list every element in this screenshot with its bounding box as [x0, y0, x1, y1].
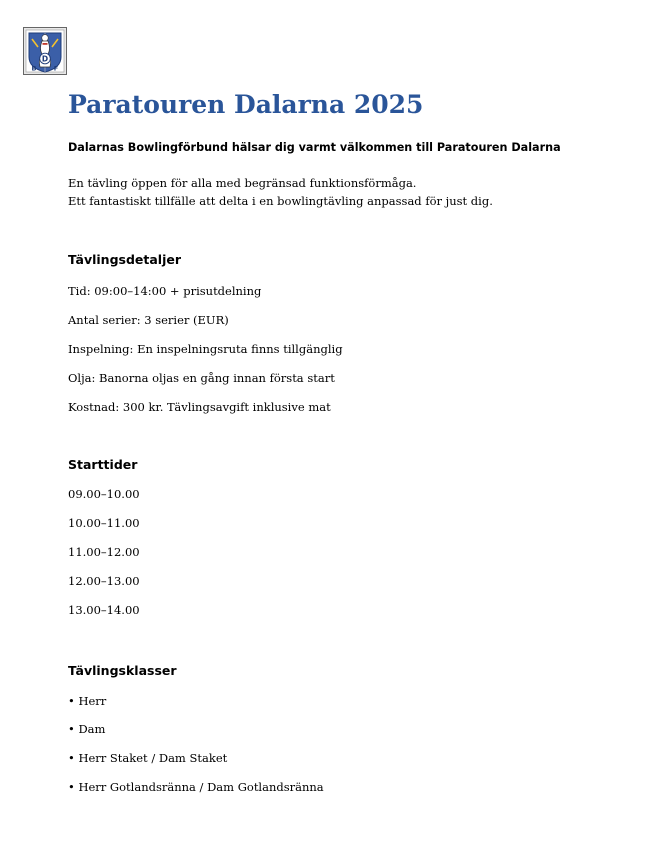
detail-warmup: Inspelning: En inspelningsruta finns tillgänglig [68, 342, 343, 356]
start-slot: 10.00–11.00 [68, 516, 140, 530]
class-item: • Herr Staket / Dam Staket [68, 751, 228, 765]
welcome-lead: Dalarnas Bowlingförbund hälsar dig varmt välkommen till Paratouren Dalarna [68, 141, 561, 154]
logo-letter-b: B [31, 64, 37, 73]
detail-cost: Kostnad: 300 kr. Tävlingsavgift inklusive mat [68, 400, 331, 414]
logo-letter-f: F [53, 64, 59, 73]
detail-series: Antal serier: 3 serier (EUR) [68, 313, 229, 327]
class-item: • Herr [68, 694, 107, 708]
details-heading: Tävlingsdetaljer [68, 252, 182, 267]
page-title: Paratouren Dalarna 2025 [68, 90, 424, 119]
bdf-logo [23, 27, 67, 75]
detail-time: Tid: 09:00–14:00 + prisutdelning [68, 284, 262, 298]
intro-line: En tävling öppen för alla med begränsad funktionsförmåga. [68, 176, 417, 190]
start-slot: 12.00–13.00 [68, 574, 140, 588]
start-slot: 13.00–14.00 [68, 603, 140, 617]
starttider-heading: Starttider [68, 457, 138, 472]
class-item: • Dam [68, 722, 106, 736]
start-slot: 11.00–12.00 [68, 545, 140, 559]
klasser-heading: Tävlingsklasser [68, 663, 177, 678]
class-item: • Herr Gotlandsränna / Dam Gotlandsränna [68, 780, 324, 794]
detail-oil: Olja: Banorna oljas en gång innan första start [68, 371, 335, 385]
intro-line: Ett fantastiskt tillfälle att delta i en bowlingtävling anpassad för just dig. [68, 193, 493, 208]
logo-letter-d: D [41, 54, 49, 64]
intro-paragraph [68, 175, 493, 210]
start-slot: 09.00–10.00 [68, 487, 140, 501]
